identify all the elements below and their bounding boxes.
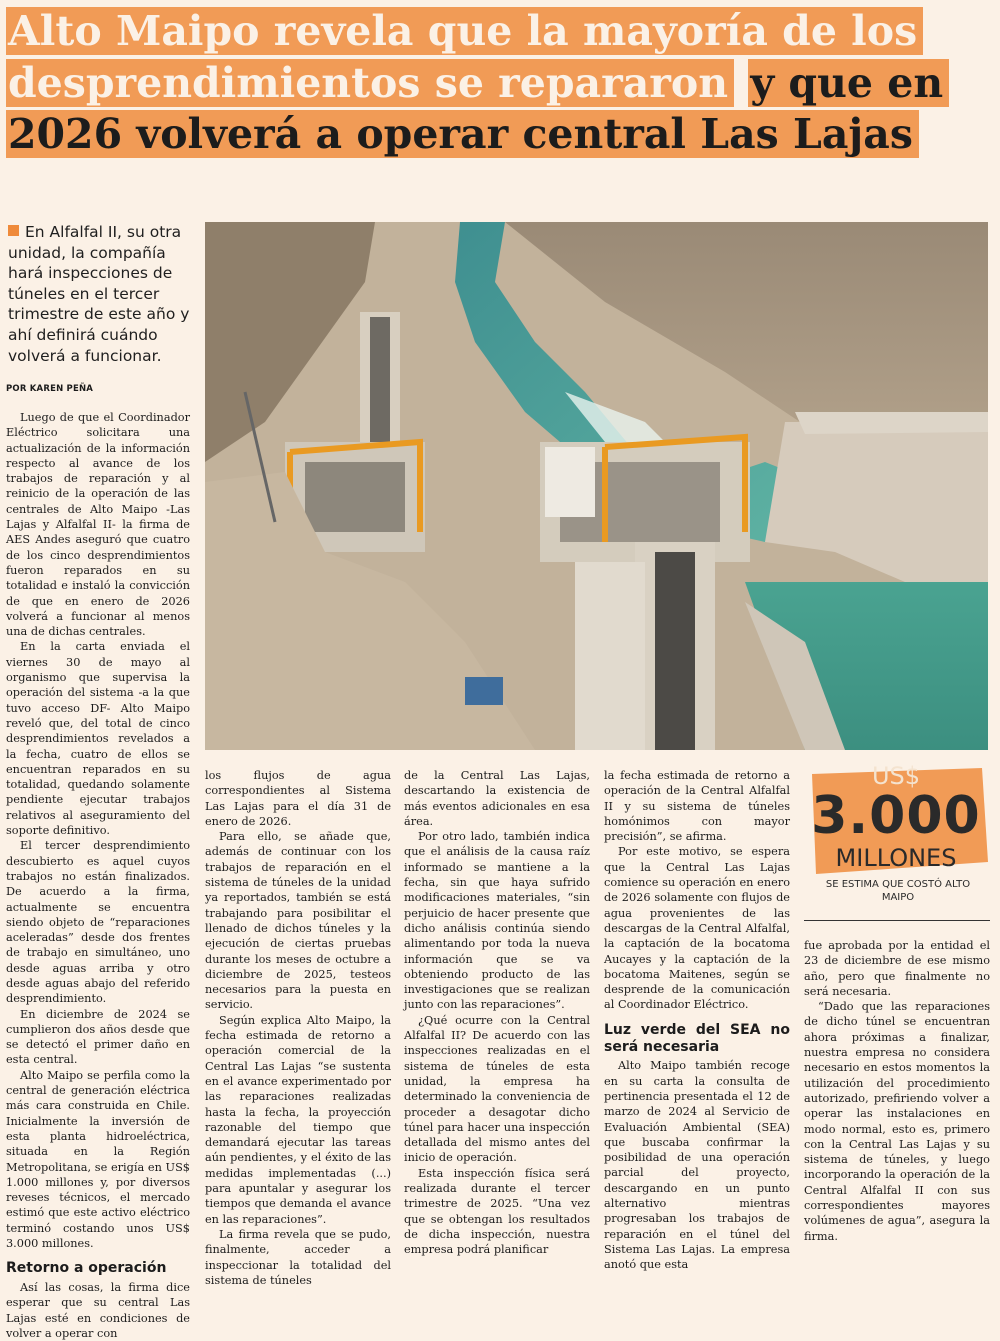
hydroelectric-intake-photo	[205, 222, 988, 750]
paragraph: Para ello, se añade que, además de continuar con los trabajos de reparación en el sistema de túneles de la unidad ya reportados, también se está trabajando para posibilitar el llenado de dichos túneles y la ejecución de ciertas pruebas durante los meses de octubre a diciembre de 2025, testeos necesarios para la puesta en servicio.	[205, 830, 391, 1012]
lead-summary	[8, 222, 194, 366]
callout-unit: MILLONES	[835, 844, 957, 872]
byline: POR KAREN PEÑA	[6, 384, 94, 394]
paragraph: El tercer desprendimiento descubierto es aquel cuyos trabajos no están finalizados. De acuerdo a la firma, actualmente se encuentra siendo objeto de “reparaciones aceleradas” desde dos frentes de trabajo en simultáneo, uno desde aguas arriba y otro desde aguas abajo del referido desprendimiento.	[6, 839, 190, 1006]
lead-text: En Alfalfal II, su otra unidad, la compañía hará inspecciones de túneles en el tercer trimestre de este año y ahí definirá cuándo volverá a funcionar.	[8, 223, 190, 365]
article-column-1	[6, 410, 190, 1341]
paragraph: En la carta enviada el viernes 30 de mayo al organismo que supervisa la operación del sistema -a la que tuvo acceso DF- Alto Maipo reveló que, del total de cinco desprendimientos revelados a la fecha, cuatro de ellos se encuentran reparados en su totalidad, quedando solamente pendiente ejecutar trabajos relativos al aseguramiento del soporte definitivo.	[6, 640, 190, 838]
paragraph: “Dado que las reparaciones de dicho túnel se encuentran ahora próximas a finalizar, nuestra empresa no considera necesario en estos momentos la utilización del procedimiento autorizado, prefiriendo volver a operar las instalaciones en modo normal, esto es, primero con la Central Las Lajas y su sistema de túneles, y luego incorporando la operación de la Central Alfalfal II con sus correspondientes mayores volúmenes de agua”, asegura la firma.	[804, 1000, 990, 1243]
paragraph: fue aprobada por la entidad el 23 de diciembre de ese mismo año, pero que finalmente no será necesaria.	[804, 939, 990, 998]
paragraph: la fecha estimada de retorno a operación de la Central Alfalfal II y su sistema de túneles homónimos con mayor precisión”, se afirma.	[604, 769, 790, 844]
article-column-4	[604, 768, 790, 1273]
article-column-2	[205, 768, 391, 1288]
cost-callout	[800, 760, 992, 920]
paragraph: En diciembre de 2024 se cumplieron dos años desde que se detectó el primer daño en esta central.	[6, 1007, 190, 1067]
headline-part-dark: y que en 2026 volverá a operar central Las Lajas	[6, 59, 949, 159]
article-column-5	[804, 938, 990, 1244]
callout-caption: SE ESTIMA QUE COSTÓ ALTO MAIPO	[825, 879, 971, 903]
paragraph: de la Central Las Lajas, descartando la existencia de más eventos adicionales en esa área.	[404, 769, 590, 828]
paragraph: Luego de que el Coordinador Eléctrico solicitara una actualización de la información respecto al avance de los trabajos de reparación y al reinicio de la operación de las centrales de Alto Maipo -Las Lajas y Alfalfal II- la firma de AES Andes aseguró que cuatro de los cinco desprendimientos fueron reparados en su totalidad e instaló la convicción de que en enero de 2026 volverá a funcionar al menos una de dichas centrales.	[6, 411, 190, 639]
headline	[6, 6, 996, 161]
paragraph: Según explica Alto Maipo, la fecha estimada de retorno a operación comercial de la Central Las Lajas “se sustenta en el avance experimentado por las reparaciones realizadas hasta la fecha, la proyección razonable del tiempo que demandará ejecutar las tareas aún pendientes, y el éxito de las medidas implementadas (...) para apuntalar y asegurar los tiempos que demanda el avance en las reparaciones”.	[205, 1013, 391, 1226]
divider	[804, 920, 990, 921]
paragraph: ¿Qué ocurre con la Central Alfalfal II? De acuerdo con las inspecciones realizadas en el sistema de túneles de esta unidad, la empresa ha determinado la conveniencia de proceder a desagotar dicho túnel para hacer una inspección detallada del mismo antes del inicio de operación.	[404, 1013, 590, 1165]
paragraph: Por este motivo, se espera que la Central Las Lajas comience su operación en enero de 2026 solamente con flujos de agua provenientes de las descargas de la Central Alfalfal, la captación de la bocatoma Aucayes y la captación de la bocatoma Maitenes, según se desprende de la comunicación al Coordinador Eléctrico.	[604, 845, 790, 1012]
paragraph: Por otro lado, también indica que el análisis de la causa raíz informado se mantiene a la fecha, sin que haya sufrido modificaciones materiales, “sin perjuicio de hacer presente que dicho análisis continúa siendo alimentando por toda la nueva información que se va obteniendo producto de las investigaciones que se realizan junto con las reparaciones”.	[404, 830, 590, 1012]
bullet-square-icon	[8, 225, 19, 236]
headline-part-light: Alto Maipo revela que la mayoría de los desprendimientos se repararon	[6, 7, 923, 107]
subheading-sea: Luz verde del SEA no será necesaria	[604, 1021, 790, 1055]
subheading-retorno: Retorno a operación	[6, 1260, 167, 1277]
paragraph: Alto Maipo se perfila como la central de generación eléctrica más cara construida en Chile. Inicialmente la inversión de esta planta hidroeléctrica, situada en la Región Metropolitana, se erigía en US$ 1.000 millones y, por diversos reveses técnicos, el mercado estimó que este activo eléctrico terminó costando unos US$ 3.000 millones.	[6, 1068, 190, 1251]
paragraph: Alto Maipo también recoge en su carta la consulta de pertinencia presentada el 12 de marzo de 2024 al Servicio de Evaluación Ambiental (SEA) que buscaba confirmar la posibilidad de una operación parcial del proyecto, descargando en un punto alternativo mientras progresaban los trabajos de reparación en el túnel del Sistema Las Lajas. La empresa anotó que esta	[604, 1059, 790, 1272]
paragraph: Esta inspección física será realizada durante el tercer trimestre de 2025. “Una vez que se obtengan los resultados de dicha inspección, nuestra empresa podrá planificar	[404, 1166, 590, 1257]
paragraph: Así las cosas, la firma dice esperar que su central Las Lajas esté en condiciones de volver a operar con	[6, 1281, 190, 1341]
article-column-3	[404, 768, 590, 1258]
callout-currency: US$	[871, 762, 921, 790]
paragraph: los flujos de agua correspondientes al Sistema Las Lajas para el día 31 de enero de 2026.	[205, 769, 391, 828]
paragraph: La firma revela que se pudo, finalmente, acceder a inspeccionar la totalidad del sistema de túneles	[205, 1227, 391, 1287]
callout-amount: 3.000	[811, 786, 981, 846]
